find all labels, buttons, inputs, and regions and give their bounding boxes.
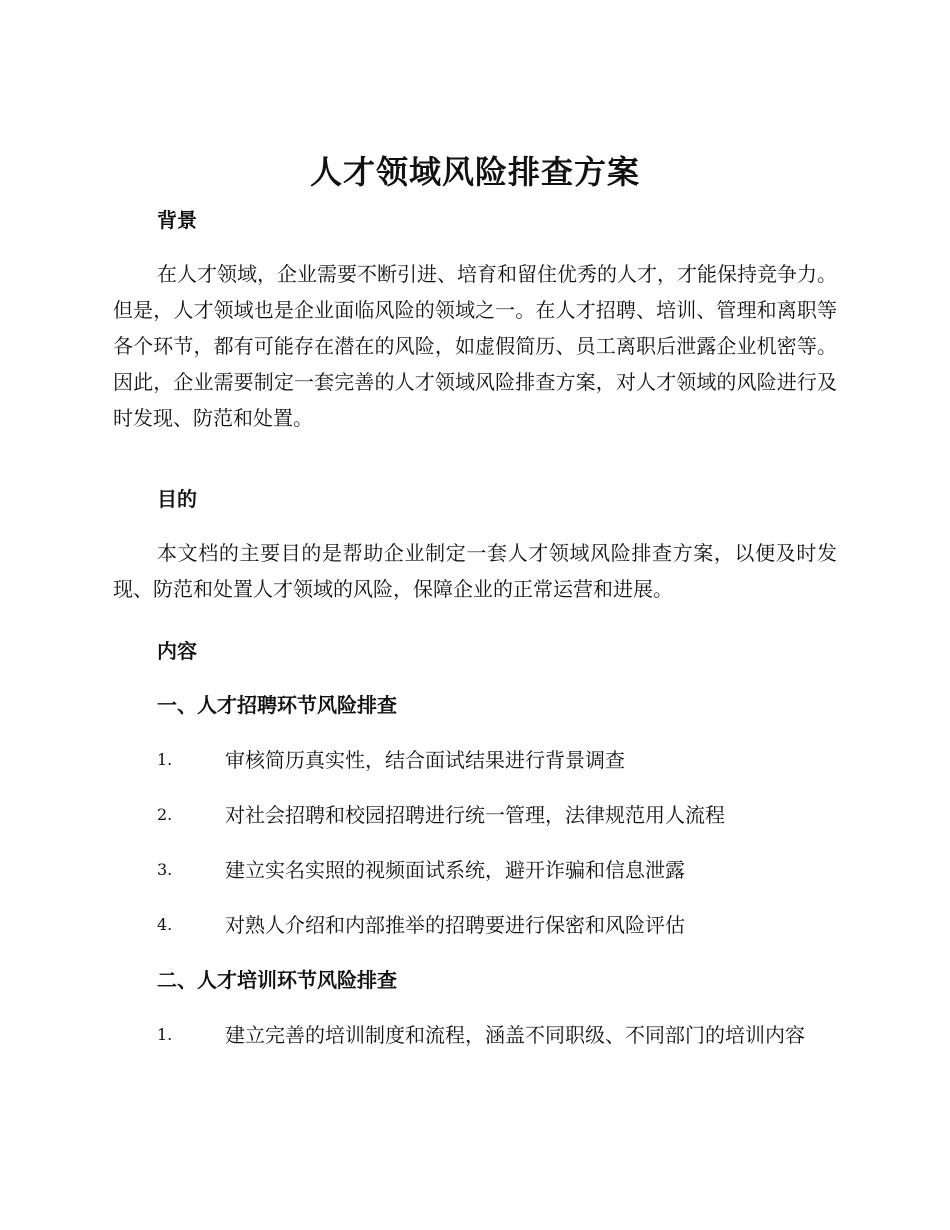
list-item-text: 对熟人介绍和内部推举的招聘要进行保密和风险评估 [225, 913, 685, 937]
list-item [113, 797, 837, 833]
list-item-number: 4. [157, 915, 173, 934]
list-item-text: 建立实名实照的视频面试系统，避开诈骗和信息泄露 [225, 858, 685, 882]
list-item-number: 3. [157, 860, 173, 879]
list-item-number: 2. [157, 805, 173, 824]
list-item-number: 1. [157, 1025, 173, 1044]
section-heading-content: 内容 [157, 639, 197, 663]
list-item-number: 1. [157, 750, 173, 769]
section-heading-recruitment: 一、人才招聘环节风险排查 [157, 693, 397, 717]
document-title: 人才领域风险排查方案 [309, 153, 640, 191]
section-heading-background: 背景 [157, 208, 197, 232]
list-item [113, 1017, 837, 1053]
section-heading-purpose: 目的 [157, 487, 197, 511]
list-item [113, 852, 837, 888]
list-item-text: 审核简历真实性，结合面试结果进行背景调查 [225, 748, 625, 772]
section-heading-training: 二、人才培训环节风险排查 [157, 968, 397, 992]
purpose-paragraph: 本文档的主要目的是帮助企业制定一套人才领域风险排查方案，以便及时发现、防范和处置人才领域的风险，保障企业的正常运营和进展。 [113, 541, 837, 601]
list-item-text: 对社会招聘和校园招聘进行统一管理，法律规范用人流程 [225, 803, 725, 827]
background-paragraph: 在人才领域，企业需要不断引进、培育和留住优秀的人才，才能保持竞争力。但是，人才领域也是企业面临风险的领域之一。在人才招聘、培训、管理和离职等各个环节，都有可能存在潜在的风险，如虚假简历、员工离职后泄露企业机密等。因此，企业需要制定一套完善的人才领域风险排查方案，对人才领域的风险进行及时发现、防范和处置。 [113, 262, 837, 430]
list-item [113, 907, 837, 943]
list-item [113, 742, 837, 778]
list-item-text: 建立完善的培训制度和流程，涵盖不同职级、不同部门的培训内容 [225, 1023, 805, 1047]
